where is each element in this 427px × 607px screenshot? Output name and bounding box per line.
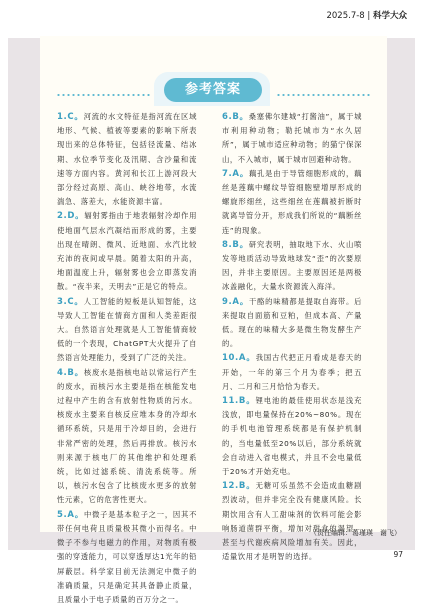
page-header <box>0 0 427 40</box>
answer-item <box>222 110 362 167</box>
answer-item <box>222 351 362 394</box>
answer-text: 干酪的味精都是提取自海带。后来提取自面筋和豆粕，但成本高、产量低。现在的味精大多是微生物发酵生产的。 <box>222 296 362 349</box>
answer-number: 2.D。 <box>57 211 85 222</box>
answer-text: 藕孔是由于导管细胞形成的，藕丝是莲藕中螺纹导管细胞壁增厚形成的螺旋形细丝，这些细丝在莲藕被折断时就离导管分开，形成我们所说的“藕断丝连”的现象。 <box>222 168 362 235</box>
answer-number: 12.B。 <box>222 481 256 492</box>
answer-number: 7.A。 <box>222 168 249 179</box>
answer-text: 核废水是指核电站以常运行产生的废水，而核污水主要是指在核能发电过程中产生的含有放射性物质的污水。核废水主要来自核反应堆本身的冷却水循环系统，只是用于冷却目的，会进行非常严密的处理，然后再排放。核污水则来源于核电厂的其他维护和处理系统，比如过滤系统、清洗系统等。所以，核污水包含了比核废水更多的放射性元素，它的危害性更大。 <box>57 367 197 505</box>
answer-text: 辐射雾指由于地表辐射冷却作用使地面气层水汽凝结而形成的雾，主要出现在晴朗、微风、近地面、水汽比较充沛的夜间或早晨。随着太阳的升高，地面温度上升，辐射雾也会立即蒸发消散。“夜半来，天明去”正是它的特点。 <box>57 211 197 292</box>
answer-text: 人工智能的短板是认知智能，这导致人工智能在情商方面和人类差距很大。自然语言处理就是人工智能情商较低的一个表现，ChatGPT大火提升了自然语言处理能力，受到了广泛的关注。 <box>57 296 197 363</box>
answer-number: 3.C。 <box>57 296 84 307</box>
dotted-rule-right <box>276 94 372 96</box>
dotted-rule-left <box>56 94 152 96</box>
answer-text: 无糖可乐虽然不会造成血糖剧烈波动，但并非完全没有健康风险。长期饮用含有人工甜味剂的饮料可能会影响肠道菌群平衡，增加对甜食的渴望，甚至与代谢疾病风险增加有关。因此，适量饮用才是明智的选择。 <box>222 481 362 562</box>
answer-item <box>57 209 197 294</box>
answer-item <box>57 295 197 366</box>
editor-credit: （责任编辑：葛瑾瑛 谢飞） <box>310 529 401 537</box>
answer-number: 8.B。 <box>222 239 249 250</box>
answer-item <box>222 394 362 479</box>
answer-text: 锂电池的最佳使用状态是浅充浅放，即电量保持在20%~80%。现在的手机电池管理系统都是有保护机制的，当电量低至20%以后，部分系统就会自动进入省电模式，并且不会电量低于20%才开始充电。 <box>222 396 362 477</box>
answer-item <box>222 238 362 295</box>
issue-date: 2025.7-8 <box>326 11 365 21</box>
answer-number: 11.B。 <box>222 396 256 407</box>
section-title: 参考答案 <box>164 78 262 102</box>
page-number: 97 <box>393 550 403 559</box>
answer-item <box>222 295 362 352</box>
left-column <box>57 110 197 607</box>
answer-item <box>57 508 197 607</box>
answer-number: 4.B。 <box>57 367 84 378</box>
answer-number: 6.B。 <box>222 112 249 122</box>
answer-number: 1.C。 <box>57 112 84 122</box>
answer-item <box>222 479 362 564</box>
answer-number: 10.A。 <box>222 353 256 364</box>
answer-item <box>222 167 362 238</box>
answer-number: 9.A。 <box>222 296 249 307</box>
answer-text: 桑塞佛尔建城“打酱油”，属于城市利用种动物；勒托城市为“水久居所”，属于城市适应种动物；的猫宁保深山，不入城市，属于城市回避种动物。 <box>222 112 362 164</box>
right-column <box>222 110 362 565</box>
answer-number: 5.A。 <box>57 509 84 520</box>
answer-item <box>57 110 197 209</box>
answer-text: 研究表明，抽取地下水、火山喷发等地质活动导致地球发“歪”的次要原因，并非主要原因。主要原因还是两极冰盖融化，大量水资源流入海洋。 <box>222 239 362 292</box>
magazine-name: 科学大众 <box>372 11 407 21</box>
answer-text: 河流的水文特征是指河流在区域地形、气候、植被等要素的影响下所表现出来的总体特征，包括径流量、结冰期、水位季节变化及汛期、含沙量和流速等方面内容。黄河和长江上游河段大部分经过高原、高山、峡谷地带，水流湍急、落差大，水能资源丰富。 <box>57 112 197 207</box>
issue-line: 2025.7-8 | 科学大众 <box>326 11 407 21</box>
answer-text: 我国古代把正月看成是春天的开始，一年的第三个月为春季；把五月、二月和三月恰恰为春天。 <box>222 353 362 391</box>
answer-item <box>57 366 197 508</box>
answer-text: 中微子是基本粒子之一，因其不带任何电荷且质量极其微小而得名。中微子不参与电磁力的作用，对物质有极强的穿透能力，可以穿透厚达1光年的铅屏蔽层。科学家目前无法测定中微子的准确质量，只是确定其具备静止质量，且质量小于电子质量的百万分之一。 <box>57 509 197 604</box>
